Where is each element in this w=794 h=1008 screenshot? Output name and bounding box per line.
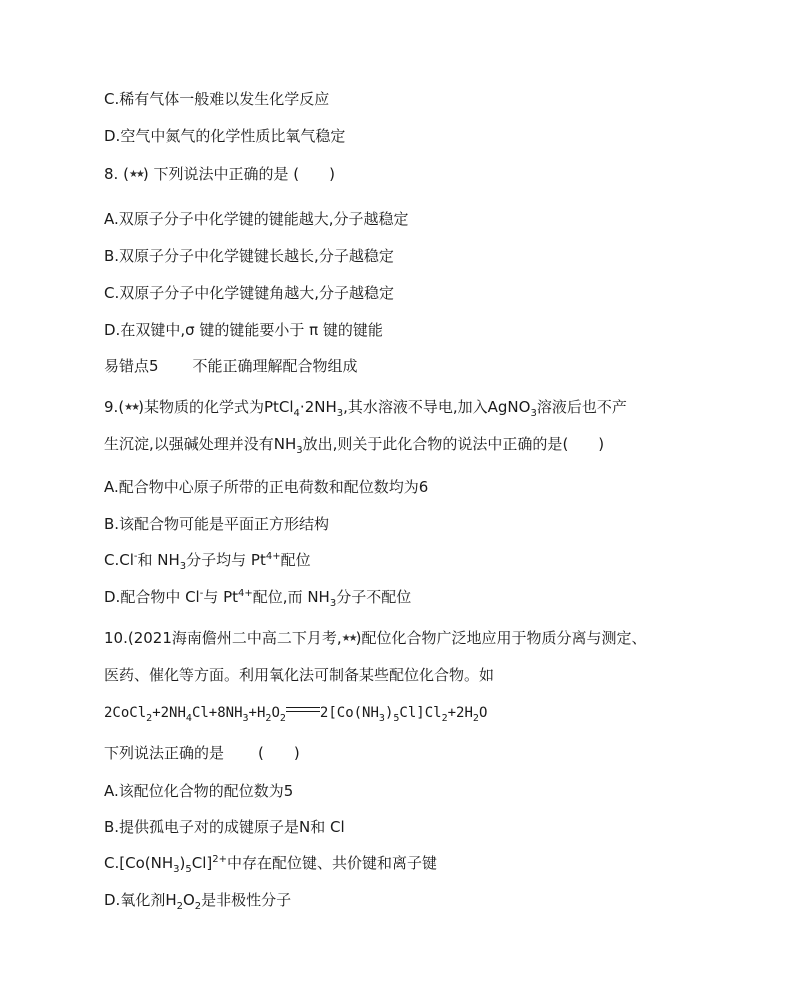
difficulty-stars-icon: ★★ (341, 633, 356, 644)
q10-equation: $2CoCl_2+2NH_4Cl+8NH_3+H_2O_2$ $2[Co(NH_3)_5Cl]Cl_2+2H_2O$ (104, 705, 488, 724)
q9-stem-line1: 9.(★★)某物质的化学式为$PtCl_4\cdot 2NH_3$,其水溶液不导电,加入AgNO$_3$溶液后也不产 (104, 398, 627, 419)
q10-option-c: $C.[Co(NH_3)_5Cl]^{2+}$中存在配位键、共价键和离子键 (104, 854, 437, 875)
difficulty-stars-icon: ★★ (128, 169, 143, 180)
q8-option-c: C.双原子分子中化学键键角越大,分子越稳定 (104, 284, 395, 302)
q8-option-b: B.双原子分子中化学键键长越长,分子越稳定 (104, 247, 394, 265)
q8-stem-text: 下列说法中正确的是 (153, 165, 289, 183)
difficulty-stars-icon: ★★ (124, 402, 139, 413)
q10-stem-line1: 10.(2021海南儋州二中高二下月考,★★)配位化合物广泛地应用于物质分离与测定、 (104, 629, 647, 647)
answer-blank: ( ) (258, 744, 300, 762)
q8-number: 8. (104, 165, 119, 183)
q10-option-b: B.提供孤电子对的成键原子是N和 Cl (104, 818, 345, 836)
q10-source: (2021海南儋州二中高二下月考, (127, 629, 342, 647)
q8-option-a: A.双原子分子中化学键的键能越大,分子越稳定 (104, 210, 409, 228)
q9-option-a: A.配合物中心原子所带的正电荷数和配位数均为6 (104, 478, 429, 496)
section-heading (104, 356, 358, 376)
q9-stem-line2: 生沉淀,以强碱处理并没有$NH_3$放出,则关于此化合物的说法中正确的是( ) (104, 435, 605, 456)
q9-option-b: B.该配合物可能是平面正方形结构 (104, 515, 330, 533)
q10-stem-line2: 医药、催化等方面。利用氧化法可制备某些配位化合物。如 (104, 666, 495, 684)
q7-option-c: C.稀有气体一般难以发生化学反应 (104, 90, 330, 108)
section-label: 易错点5 (104, 357, 159, 375)
answer-blank: ( ) (562, 435, 605, 453)
equals-sign-icon (286, 707, 320, 713)
q7-option-d: D.空气中氮气的化学性质比氧气稳定 (104, 127, 346, 145)
q10-stem2: 下列说法正确的是 ( ) (104, 744, 300, 762)
q10-option-a: A.该配位化合物的配位数为5 (104, 782, 294, 800)
q10-option-d: D.氧化剂$H_2O_2$是非极性分子 (104, 891, 292, 912)
q9-option-c: C.Cl-和 $NH_3$分子均与 $Pt^{4+}$配位 (104, 551, 311, 572)
q8-stem: 8. (★★) 下列说法中正确的是 ( ) (104, 165, 336, 183)
q9-option-d: D.配合物中 Cl-与 $Pt^{4+}$配位,而 $NH_3$分子不配位 (104, 588, 412, 609)
q8-option-d: D.在双键中,σ 键的键能要小于 π 键的键能 (104, 321, 383, 339)
answer-blank: ( ) (293, 165, 336, 183)
section-title: 不能正确理解配合物组成 (192, 357, 358, 375)
